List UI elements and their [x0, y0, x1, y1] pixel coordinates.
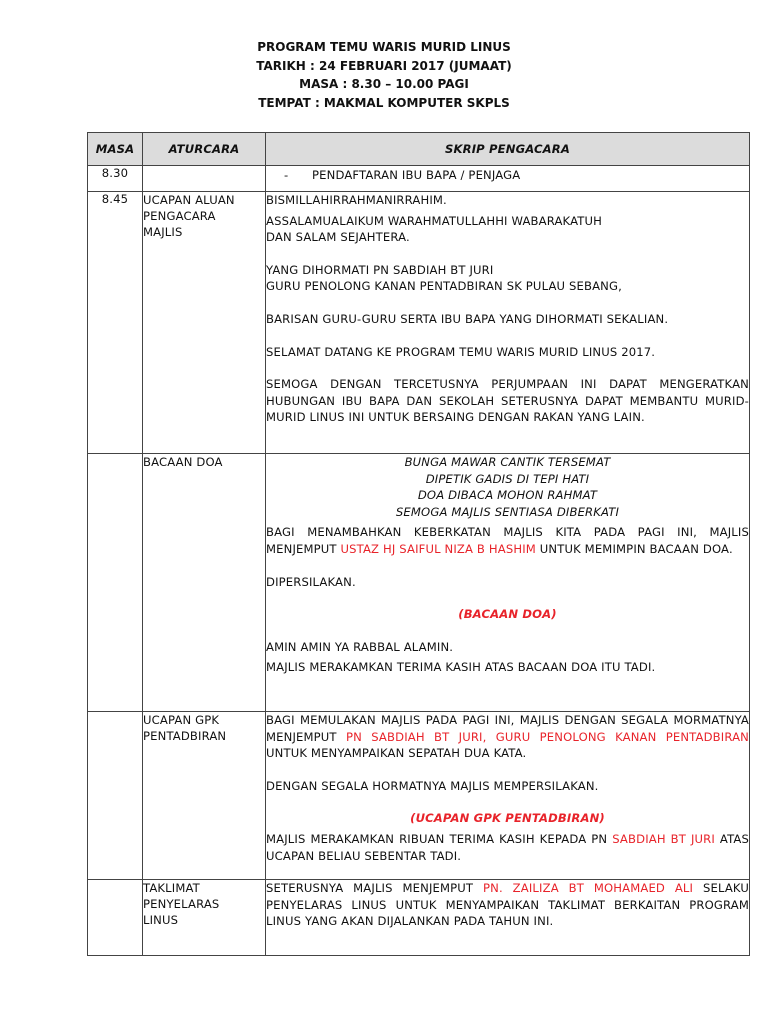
skrip-text: PENDAFTARAN IBU BAPA / PENJAGA	[312, 168, 521, 182]
skrip-cell	[266, 454, 750, 712]
column-header-aturcara: ATURCARA	[143, 133, 266, 166]
aturcara-cell: BACAAN DOA	[143, 454, 266, 712]
table-row	[88, 166, 750, 192]
table-row	[88, 712, 750, 880]
dash-bullet: -	[284, 168, 289, 182]
skrip-text: SELAKU PENYELARAS LINUS UNTUK MENYAMPAIKAN TAKLIMAT BERKAITAN PROGRAM LINUS YANG AKAN DIJALANKAN PADA TAHUN INI.	[266, 881, 750, 929]
stage-cue: (UCAPAN GPK PENTADBIRAN)	[410, 811, 605, 826]
column-header-masa: MASA	[88, 133, 143, 166]
stage-cue: (BACAAN DOA)	[458, 607, 557, 622]
invitee-name: PN. ZAILIZA BT MOHAMAED ALI	[483, 881, 694, 895]
skrip-cell	[266, 166, 750, 192]
skrip-paragraph: GURU PENOLONG KANAN PENTADBIRAN SK PULAU SEBANG,	[266, 279, 622, 294]
pantun-line: DOA DIBACA MOHON RAHMAT	[417, 488, 598, 503]
skrip-paragraph	[266, 880, 749, 930]
pantun-line: SEMOGA MAJLIS SENTIASA DIBERKATI	[395, 504, 620, 519]
skrip-text: BAGI MENAMBAHKAN KEBERKATAN MAJLIS KITA PADA PAGI INI, MAJLIS MENJEMPUT	[266, 525, 749, 556]
document-header	[0, 38, 768, 112]
skrip-text: ATAS UCAPAN BELIAU SEBENTAR TADI.	[266, 831, 749, 863]
skrip-paragraph	[266, 524, 749, 557]
masa-cell: 8.30	[88, 166, 143, 192]
program-time: MASA : 8.30 – 10.00 PAGI	[299, 77, 469, 91]
table-row	[88, 880, 750, 956]
skrip-paragraph: DAN SALAM SEJAHTERA.	[266, 230, 410, 245]
aturcara-cell	[143, 166, 266, 192]
masa-cell: 8.45	[88, 192, 143, 454]
skrip-paragraph: ASSALAMUALAIKUM WARAHMATULLAHHI WABARAKATUH	[266, 213, 602, 228]
skrip-paragraph: YANG DIHORMATI PN SABDIAH BT JURI	[266, 262, 494, 277]
masa-cell	[88, 712, 143, 880]
program-table	[87, 132, 750, 956]
skrip-text: SETERUSNYA MAJLIS MENJEMPUT	[266, 881, 484, 895]
skrip-text: UNTUK MEMIMPIN BACAAN DOA.	[535, 541, 733, 556]
invitee-name: PN SABDIAH BT JURI, GURU PENOLONG KANAN PENTADBIRAN	[345, 729, 749, 744]
skrip-paragraph	[266, 712, 749, 762]
program-date: TARIKH : 24 FEBRUARI 2017 (JUMAAT)	[256, 58, 512, 73]
program-title: PROGRAM TEMU WARIS MURID LINUS	[257, 40, 511, 54]
skrip-paragraph	[266, 831, 749, 864]
skrip-text: BAGI MEMULAKAN MAJLIS PADA PAGI INI, MAJLIS DENGAN SEGALA MORMATNYA MENJEMPUT	[266, 713, 749, 744]
table-header-row	[88, 133, 750, 166]
masa-cell	[88, 880, 143, 956]
skrip-paragraph: BARISAN GURU-GURU SERTA IBU BAPA YANG DIHORMATI SEKALIAN.	[266, 311, 669, 326]
table-row	[88, 192, 750, 454]
skrip-text: MAJLIS MERAKAMKAN RIBUAN TERIMA KASIH KEPADA PN	[266, 831, 613, 846]
masa-cell	[88, 454, 143, 712]
skrip-paragraph: DIPERSILAKAN.	[266, 574, 356, 589]
skrip-text: UNTUK MENYAMPAIKAN SEPATAH DUA KATA.	[266, 746, 527, 761]
skrip-paragraph: DENGAN SEGALA HORMATNYA MAJLIS MEMPERSILAKAN.	[266, 778, 599, 793]
aturcara-cell: TAKLIMAT PENYELARAS LINUS	[143, 880, 266, 956]
skrip-cell	[266, 712, 750, 880]
column-header-skrip: SKRIP PENGACARA	[266, 133, 750, 166]
skrip-paragraph: AMIN AMIN YA RABBAL ALAMIN.	[266, 639, 454, 654]
skrip-paragraph: SELAMAT DATANG KE PROGRAM TEMU WARIS MURID LINUS 2017.	[266, 344, 656, 359]
pantun-line: DIPETIK GADIS DI TEPI HATI	[425, 471, 590, 486]
table-row	[88, 454, 750, 712]
aturcara-cell: UCAPAN ALUAN PENGACARA MAJLIS	[143, 192, 266, 454]
skrip-cell	[266, 880, 750, 956]
invitee-name: SABDIAH BT JURI	[612, 831, 715, 846]
aturcara-cell: UCAPAN GPK PENTADBIRAN	[143, 712, 266, 880]
pantun-line: BUNGA MAWAR CANTIK TERSEMAT	[404, 455, 611, 469]
program-venue: TEMPAT : MAKMAL KOMPUTER SKPLS	[258, 95, 510, 110]
skrip-paragraph: BISMILLAHIRRAHMANIRRAHIM.	[266, 193, 447, 207]
skrip-paragraph: SEMOGA DENGAN TERCETUSNYA PERJUMPAAN INI DAPAT MENGERATKAN HUBUNGAN IBU BAPA DAN SEKOLAH SETERUSNYA DAPAT MEMBANTU MURID-MURID LINUS INI UNTUK BERSAING DENGAN RAKAN YANG LAIN.	[266, 377, 749, 425]
skrip-paragraph: MAJLIS MERAKAMKAN TERIMA KASIH ATAS BACAAN DOA ITU TADI.	[266, 660, 656, 675]
skrip-cell	[266, 192, 750, 454]
invitee-name: USTAZ HJ SAIFUL NIZA B HASHIM	[340, 541, 536, 556]
